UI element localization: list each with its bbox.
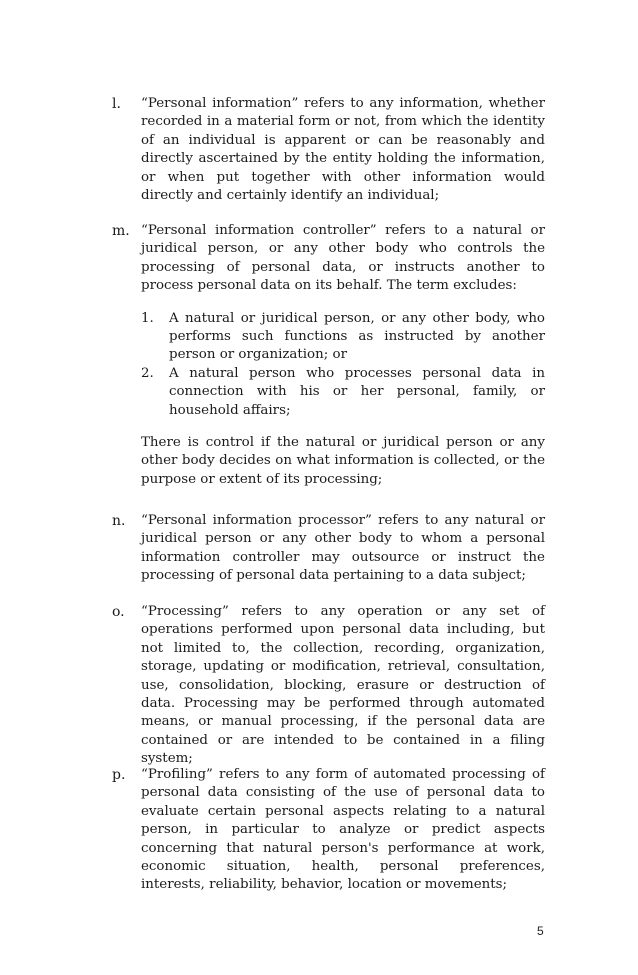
- definition-item-o: [112, 603, 545, 769]
- definition-text: “Personal information controller” refers to a natural or juridical person, or any other body who controls the processing of personal data, or instructs another to process personal data on its behalf. The term excludes:: [141, 223, 545, 294]
- sublist-text: A natural person who processes personal data in connection with his or her personal, family, or household affairs;: [169, 365, 545, 418]
- item-marker: l.: [112, 96, 121, 112]
- sublist-item-2: [141, 365, 545, 420]
- item-marker: p.: [112, 767, 126, 783]
- definition-item-n: [112, 512, 545, 586]
- sublist-marker: 2.: [141, 365, 154, 381]
- definition-item-m: [112, 222, 545, 489]
- definition-item-p: [112, 766, 545, 895]
- definition-text: “Processing” refers to any operation or any set of operations performed upon personal data including, but not limited to, the collection, recording, organization, storage, updating or modification, retrieval, consultation, use, consolidation, blocking, erasure or destruction of data. Processing may be performed through automated means, or manual processing, if the personal data are contained or are intended to be contained in a filing system;: [141, 604, 545, 767]
- definition-text: “Personal information processor” refers to any natural or juridical person or any other body to whom a personal information controller may outsource or instruct the processing of personal data pertaining to a data subject;: [141, 513, 545, 584]
- definition-text: “Personal information” refers to any information, whether recorded in a material form or not, from which the identity of an individual is apparent or can be reasonably and directly ascertained by the entity holding the information, or when put together with other information would directly and certainly identify an individual;: [141, 96, 545, 204]
- sublist-item-1: [141, 310, 545, 365]
- item-marker: m.: [112, 223, 130, 239]
- control-note: There is control if the natural or juridical person or any other body decides on what information is collected, or the purpose or extent of its processing;: [141, 435, 545, 487]
- definition-item-l: [112, 95, 545, 205]
- sublist-text: A natural or juridical person, or any other body, who performs such functions as instructed by another person or organization; or: [169, 310, 545, 363]
- sublist-marker: 1.: [141, 310, 154, 326]
- item-marker: n.: [112, 513, 126, 529]
- item-marker: o.: [112, 604, 125, 620]
- definition-text: “Profiling” refers to any form of automated processing of personal data consisting of the use of personal data to evaluate certain personal aspects relating to a natural person, in particular to analyze or predict aspects concerning that natural person's performance at work, economic situation, health, personal preferences, interests, reliability, behavior, location or movements;: [141, 767, 545, 893]
- page-number: 5: [537, 924, 544, 938]
- sublist: [141, 310, 545, 420]
